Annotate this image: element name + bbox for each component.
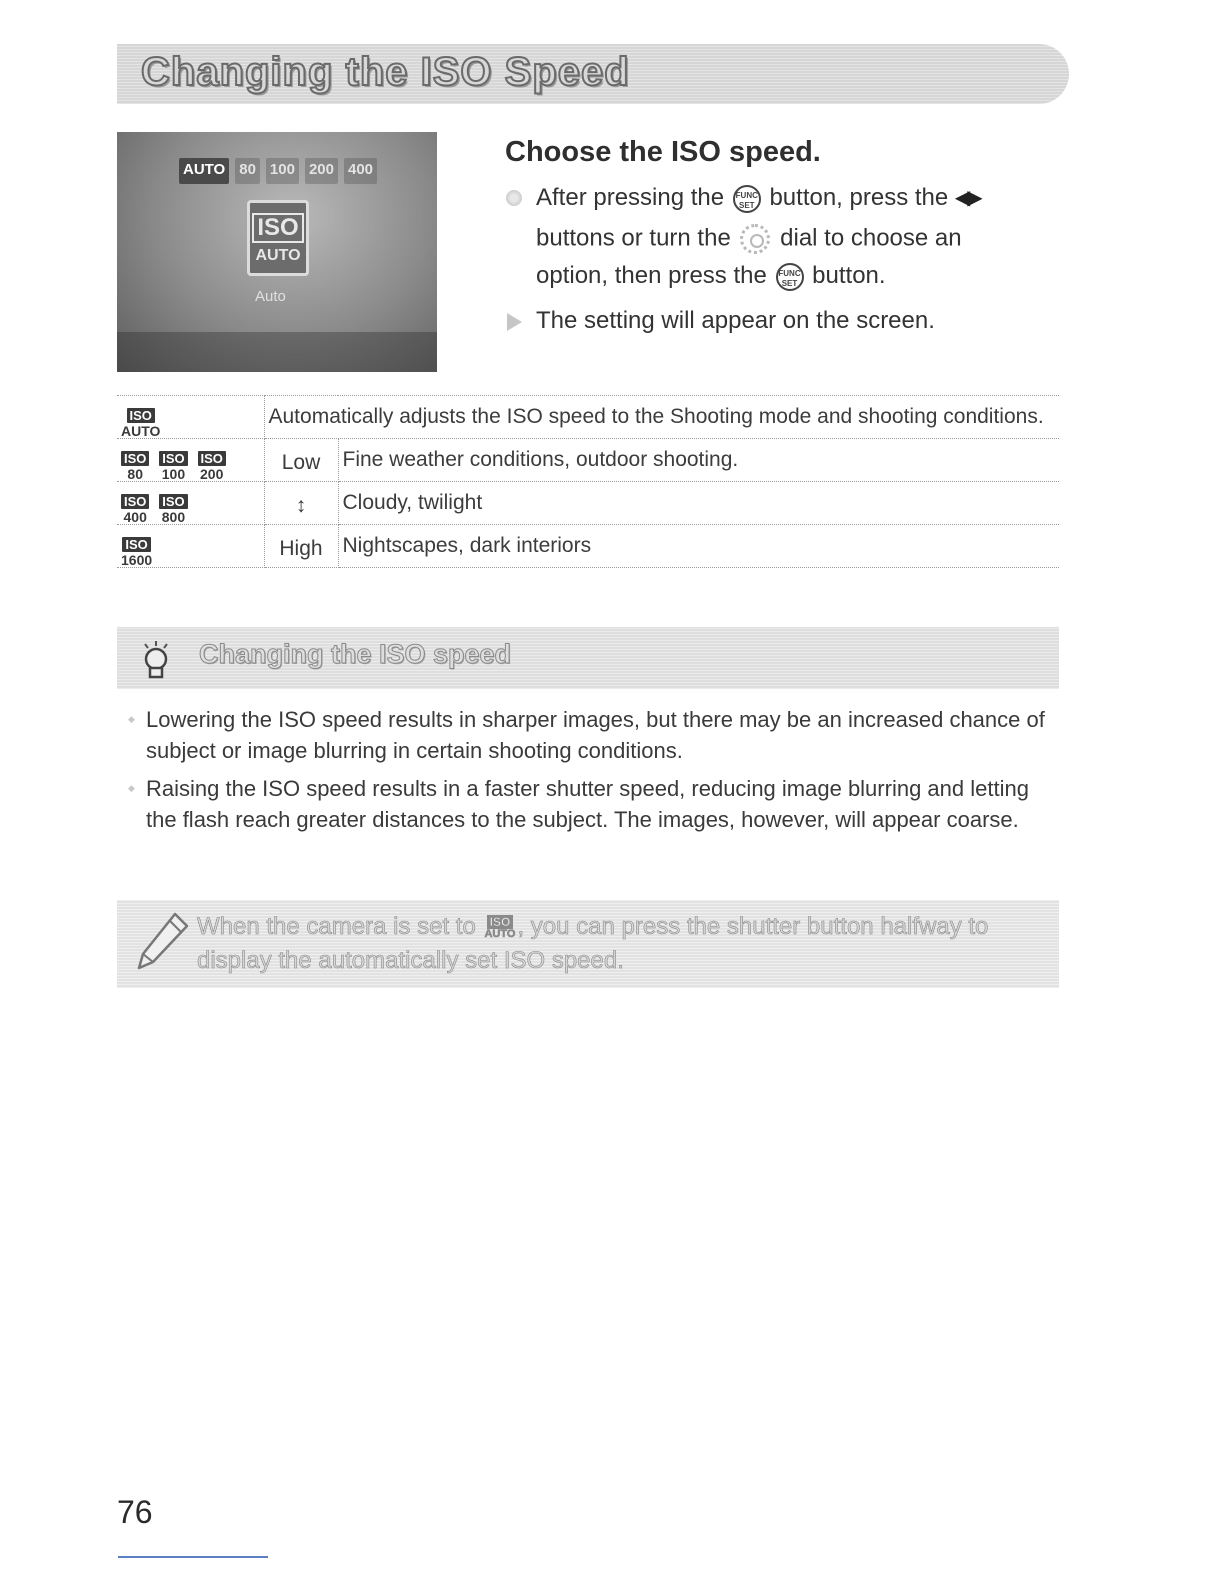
menu-item-100: 100 <box>266 158 299 184</box>
iso-level: High <box>264 525 338 568</box>
camera-screen-image <box>117 132 437 372</box>
func-set-button-icon: FUNC SET <box>733 185 761 213</box>
menu-item-400: 400 <box>344 158 377 184</box>
iso-icon-cell <box>117 525 264 568</box>
pencil-icon <box>131 910 191 976</box>
table-row <box>117 482 1059 525</box>
title-banner <box>117 44 1069 104</box>
iso-icon-cell <box>117 439 264 482</box>
page-rule <box>118 1556 268 1558</box>
menu-item-auto: AUTO <box>179 158 229 184</box>
step-line-1: After pressing the FUNC SET button, press the ◀▶ <box>536 184 980 211</box>
hint-banner <box>117 627 1059 689</box>
page-title: Changing the ISO Speed <box>141 50 630 94</box>
hint-title: Changing the ISO speed <box>199 639 512 669</box>
table-row <box>117 439 1059 482</box>
iso-100-icon: ISO 100 <box>159 451 187 481</box>
iso-auto-icon: ISO AUTO <box>484 915 516 941</box>
screen-mode-label: Auto <box>255 288 286 305</box>
iso-200-icon: ISO 200 <box>198 451 226 481</box>
step-line-2: buttons or turn the dial to choose an <box>536 224 962 254</box>
menu-item-200: 200 <box>305 158 338 184</box>
iso-description: Nightscapes, dark interiors <box>338 525 1059 568</box>
step-title: Choose the ISO speed. <box>505 136 821 168</box>
iso-auto-large-icon: ISO AUTO <box>247 200 309 276</box>
step-line-3: option, then press the FUNC SET button. <box>536 262 886 289</box>
func-set-button-icon: FUNC SET <box>776 263 804 291</box>
step-bullet-icon <box>506 190 522 206</box>
control-dial-icon <box>740 224 770 254</box>
screen-bottom-strip <box>117 332 437 372</box>
iso-options-table <box>117 395 1059 568</box>
left-right-arrows-icon: ◀▶ <box>954 187 980 209</box>
list-item: ◆ Raising the ISO speed results in a faster shutter speed, reducing image blurring and letting the flash reach greater distances to the subject. The images, however, will appear coarse. <box>128 773 1058 835</box>
iso-400-icon: ISO 400 <box>121 494 149 524</box>
iso-icon-cell <box>117 482 264 525</box>
iso-description: Cloudy, twilight <box>338 482 1059 525</box>
hint-list <box>128 704 1058 842</box>
lightbulb-icon <box>139 641 173 679</box>
iso-level-arrow-icon: ↕ <box>264 482 338 525</box>
iso-1600-icon: ISO 1600 <box>121 537 153 568</box>
iso-description: Fine weather conditions, outdoor shooting. <box>338 439 1059 482</box>
iso-description: Automatically adjusts the ISO speed to the Shooting mode and shooting conditions. <box>264 396 1059 439</box>
step-line-4: The setting will appear on the screen. <box>536 307 935 334</box>
note-box <box>117 900 1059 988</box>
list-item: ◆ Lowering the ISO speed results in sharper images, but there may be an increased chance of subject or image blurring in certain shooting conditions. <box>128 704 1058 766</box>
table-row <box>117 396 1059 439</box>
table-row <box>117 525 1059 568</box>
iso-menu-row <box>179 158 377 184</box>
note-text: When the camera is set to ISO AUTO , you can press the shutter button halfway to display the automatically set ISO speed. <box>197 913 989 974</box>
page-number: 76 <box>117 1494 153 1530</box>
menu-item-80: 80 <box>235 158 260 184</box>
iso-800-icon: ISO 800 <box>159 494 187 524</box>
iso-80-icon: ISO 80 <box>121 451 149 481</box>
iso-level: Low <box>264 439 338 482</box>
iso-auto-icon: ISO AUTO <box>121 408 161 439</box>
result-arrow-icon <box>507 313 522 331</box>
iso-icon-cell <box>117 396 264 439</box>
